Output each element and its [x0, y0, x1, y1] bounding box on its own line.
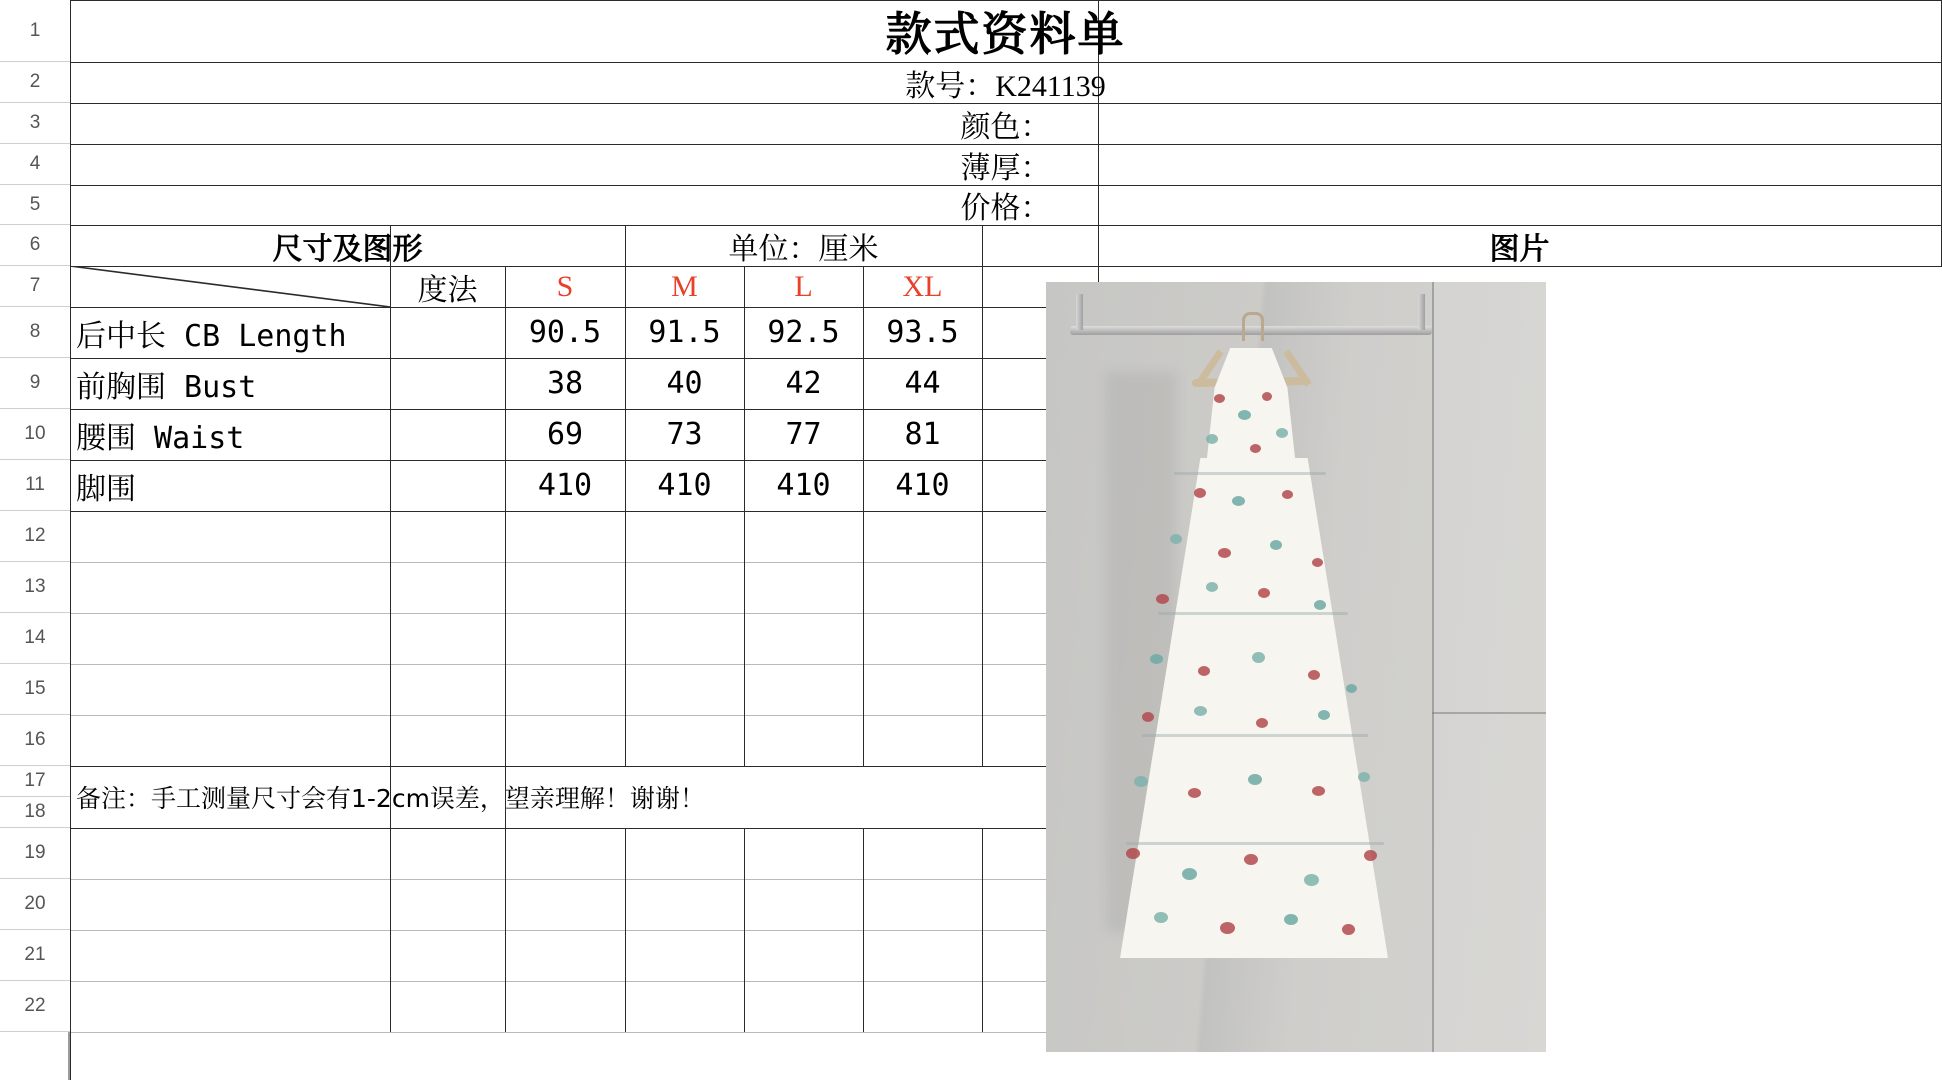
table-cell-m-0[interactable]: 91.5 — [648, 315, 721, 350]
table-cell-m-4[interactable] — [625, 511, 744, 562]
floral-motif — [1126, 848, 1140, 859]
table-cell-m-1[interactable]: 40 — [666, 366, 703, 401]
floral-motif — [1218, 548, 1231, 558]
floral-motif — [1262, 392, 1272, 401]
table-cell-m-3[interactable]: 410 — [657, 468, 712, 503]
floral-motif — [1284, 914, 1298, 925]
floral-motif — [1194, 488, 1206, 498]
row-header-14[interactable]: 14 — [0, 613, 70, 664]
floral-motif — [1312, 786, 1325, 796]
table-cell-l-1[interactable]: 42 — [785, 366, 822, 401]
sheet-grid — [70, 0, 1942, 1080]
floral-motif — [1206, 434, 1218, 444]
floral-motif — [1256, 718, 1268, 728]
row-header-3[interactable]: 3 — [0, 103, 70, 144]
table-cell-s-3[interactable]: 410 — [537, 468, 593, 503]
dress-tier-line-4 — [1126, 842, 1384, 845]
table-cell-s-2[interactable]: 69 — [546, 417, 584, 452]
table-cell-xl-1[interactable]: 44 — [904, 366, 941, 401]
remarks-note[interactable]: 备注：手工测量尺寸会有1-2cm误差，望亲理解！谢谢！ — [76, 784, 705, 813]
row-header-2[interactable]: 2 — [0, 62, 70, 103]
floral-motif — [1154, 912, 1168, 923]
floral-motif — [1170, 534, 1182, 544]
thickness-row: 薄厚： — [960, 151, 1051, 185]
row-header-21[interactable]: 21 — [0, 930, 70, 981]
table-cell-s-4[interactable] — [505, 511, 625, 562]
row-header-11[interactable]: 11 — [0, 460, 70, 511]
row-header-22[interactable]: 22 — [0, 981, 70, 1032]
floral-motif — [1182, 868, 1197, 880]
table-row-label-7[interactable] — [70, 664, 390, 715]
row-header-17[interactable]: 17 — [0, 766, 70, 797]
section-title-picture: 图片 — [1489, 232, 1550, 266]
floral-motif — [1194, 706, 1207, 716]
header-corner-diagonal — [70, 266, 390, 307]
table-cell-s-1[interactable]: 38 — [546, 366, 584, 401]
table-row-label-0[interactable]: 后中长 CB Length — [76, 318, 347, 354]
floral-motif — [1238, 410, 1251, 420]
row-header-4[interactable]: 4 — [0, 144, 70, 185]
row-header-5[interactable]: 5 — [0, 185, 70, 225]
column-header-xl[interactable]: XL — [902, 269, 943, 303]
column-header-l[interactable]: L — [794, 269, 813, 303]
floral-motif — [1364, 850, 1377, 861]
row-header-18[interactable]: 18 — [0, 797, 70, 828]
table-cell-method-1[interactable] — [390, 358, 505, 409]
dress-tier-line-1 — [1174, 472, 1326, 475]
floral-motif — [1318, 710, 1330, 720]
row-header-13[interactable]: 13 — [0, 562, 70, 613]
floral-motif — [1312, 558, 1323, 567]
floral-motif — [1314, 600, 1326, 610]
floral-motif — [1206, 582, 1218, 592]
table-cell-l-2[interactable]: 77 — [785, 417, 822, 452]
row-header-10[interactable]: 10 — [0, 409, 70, 460]
column-header-m[interactable]: M — [671, 269, 698, 303]
column-header-method[interactable]: 度法 — [417, 273, 478, 307]
wall-seam — [1432, 712, 1546, 714]
floral-motif — [1220, 922, 1235, 934]
floral-motif — [1270, 540, 1282, 550]
table-cell-method-0[interactable] — [390, 307, 505, 358]
row-header-6[interactable]: 6 — [0, 225, 70, 266]
row-header-19[interactable]: 19 — [0, 828, 70, 879]
floral-motif — [1248, 774, 1262, 785]
floral-motif — [1342, 924, 1355, 935]
table-row-label-8[interactable] — [70, 715, 390, 766]
floral-motif — [1282, 490, 1293, 499]
rail-post-left — [1076, 294, 1083, 330]
page-title: 款式资料单 — [885, 9, 1126, 60]
table-row-label-4[interactable] — [70, 511, 390, 562]
floral-motif — [1142, 712, 1154, 722]
floral-motif — [1358, 772, 1370, 782]
table-row-label-6[interactable] — [70, 613, 390, 664]
floral-motif — [1308, 670, 1320, 680]
section-title-unit: 单位：厘米 — [728, 232, 879, 266]
price-row: 价格： — [960, 192, 1051, 225]
table-row-label-3[interactable]: 脚围 — [76, 472, 136, 506]
floral-motif — [1276, 428, 1288, 438]
floral-motif — [1134, 776, 1148, 787]
table-cell-method-3[interactable] — [390, 460, 505, 511]
floral-motif — [1252, 652, 1265, 663]
table-row-label-2[interactable]: 腰围 Waist — [76, 420, 245, 456]
row-header-7[interactable]: 7 — [0, 266, 70, 307]
floral-motif — [1198, 666, 1210, 676]
table-cell-method-2[interactable] — [390, 409, 505, 460]
floral-motif — [1304, 874, 1319, 886]
dress-tier-line-3 — [1142, 734, 1368, 737]
floral-motif — [1150, 654, 1163, 664]
floral-motif — [1346, 684, 1357, 693]
row-header-20[interactable]: 20 — [0, 879, 70, 930]
row-header-1[interactable]: 1 — [0, 0, 70, 62]
floral-motif — [1244, 854, 1258, 865]
rail-post-right — [1418, 294, 1425, 330]
table-row-label-1[interactable]: 前胸围 Bust — [76, 369, 257, 405]
table-cell-l-0[interactable]: 92.5 — [767, 315, 840, 350]
floral-motif — [1232, 496, 1245, 506]
section-title-size-and-figure: 尺寸及图形 — [272, 232, 423, 266]
dress-tier-line-2 — [1158, 612, 1348, 615]
table-cell-xl-2[interactable]: 81 — [904, 417, 941, 452]
gridline-v-c2 — [625, 828, 626, 1032]
table-cell-s-0[interactable]: 90.5 — [528, 315, 602, 350]
wall-panel-right — [1432, 282, 1546, 1052]
row-header-15[interactable]: 15 — [0, 664, 70, 715]
column-header-s[interactable]: S — [556, 269, 574, 303]
floral-motif — [1258, 588, 1270, 598]
gridline-v-e2 — [863, 828, 864, 1032]
floral-motif — [1250, 444, 1261, 453]
floral-motif — [1188, 788, 1201, 798]
row-header-16[interactable]: 16 — [0, 715, 70, 766]
table-cell-xl-0[interactable]: 93.5 — [886, 315, 959, 350]
product-photo — [1046, 282, 1546, 1052]
gridline-v-d2 — [744, 828, 745, 1032]
floral-motif — [1214, 394, 1225, 403]
floral-motif — [1156, 594, 1169, 604]
row-header-9[interactable]: 9 — [0, 358, 70, 409]
color-row: 颜色： — [960, 110, 1051, 144]
table-cell-l-3[interactable]: 410 — [776, 468, 831, 503]
table-row-label-5[interactable] — [70, 562, 390, 613]
hanger-hook — [1242, 312, 1264, 341]
row-header-8[interactable]: 8 — [0, 307, 70, 358]
style-number-row: 款号：K241139 — [905, 69, 1106, 103]
row-header-12[interactable]: 12 — [0, 511, 70, 562]
table-cell-m-2[interactable]: 73 — [666, 417, 703, 452]
table-cell-xl-3[interactable]: 410 — [895, 468, 950, 503]
gridline-v-f2 — [982, 828, 983, 1032]
